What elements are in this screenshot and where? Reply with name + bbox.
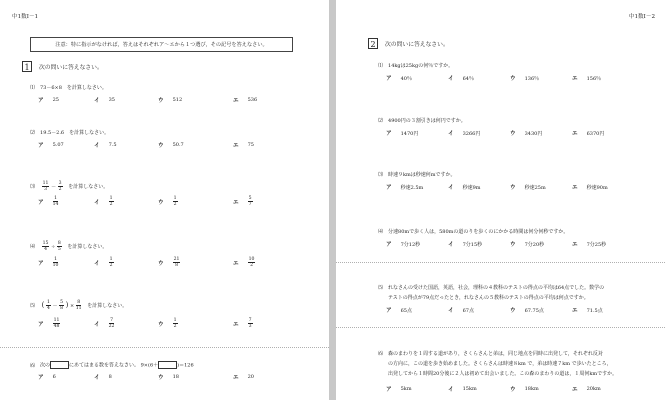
fraction <box>173 196 178 207</box>
fraction <box>53 196 59 207</box>
fraction <box>76 300 82 311</box>
answer-choice <box>233 141 254 149</box>
answer-choice <box>448 183 481 191</box>
choice-key: イ <box>448 387 454 393</box>
question-text: を計算しなさい。 <box>68 184 109 190</box>
text-fragment: 4 <box>44 247 47 252</box>
choice-key: ア <box>386 242 392 248</box>
choice-value: 536 <box>247 97 258 103</box>
choice-key: エ <box>233 260 239 267</box>
choice-value: 秒速90m <box>586 184 608 191</box>
choice-key: ウ <box>510 242 516 248</box>
choice-key: ウ <box>510 131 516 137</box>
choice-key: イ <box>94 143 100 149</box>
choice-value: 75 <box>247 142 254 148</box>
choice-value: 67点 <box>462 307 474 314</box>
fraction <box>109 196 114 207</box>
answer-choice <box>38 141 64 149</box>
answer-choice <box>158 373 179 381</box>
text-fragment: 5 <box>248 196 252 201</box>
fraction <box>109 257 114 268</box>
question-number: ⑵ <box>30 130 36 136</box>
answer-choice <box>158 96 182 104</box>
choice-key: イ <box>94 260 100 267</box>
answer-choice <box>233 373 254 381</box>
question-number: ⑹ <box>30 362 36 369</box>
text-fragment: 22 <box>108 324 115 329</box>
section-header <box>368 38 449 49</box>
answer-choice <box>510 183 546 191</box>
text-fragment: 8 <box>175 263 178 268</box>
text-fragment: 2 <box>58 187 62 192</box>
answer-choice <box>94 373 112 381</box>
answer-choice <box>233 318 253 329</box>
answer-choice <box>448 385 477 393</box>
choice-key: イ <box>94 98 100 104</box>
text-fragment: 1 <box>46 300 50 305</box>
choice-value: 1470円 <box>400 130 419 137</box>
choice-value: 秒速25m <box>524 184 546 191</box>
choice-key: イ <box>448 131 454 137</box>
choice-key: イ <box>448 242 454 248</box>
question-6 <box>30 361 194 369</box>
fraction <box>59 300 64 311</box>
question-text: 14kgは25kgの何％ですか。 <box>388 63 454 69</box>
text-fragment: 3 <box>44 187 47 192</box>
question-6-line2: の方向に，この道を歩き始めました。さくらさんは時速８km で，弟は時速７km で歩いたところ， <box>388 361 612 367</box>
choice-key: ウ <box>158 260 164 267</box>
text-fragment: 14 <box>52 202 59 207</box>
section-number: 2 <box>368 38 378 49</box>
question-text: 19.5－2.6 を計算しなさい。 <box>40 130 110 136</box>
choice-value: 18 <box>172 374 179 380</box>
choice-value: 136％ <box>524 75 540 82</box>
choice-value: 35 <box>108 97 115 103</box>
answer-choice <box>94 196 114 207</box>
answer-choice <box>572 129 604 137</box>
page-label: 中1数Ⅰ－1 <box>12 14 39 20</box>
choice-key: エ <box>233 321 239 328</box>
exam-page-left <box>0 0 329 400</box>
question-text: 73－6×8 を計算しなさい。 <box>40 85 107 91</box>
text-fragment: 11 <box>42 181 49 186</box>
choice-key: エ <box>572 131 578 137</box>
text-fragment: 1 <box>54 196 57 201</box>
text-fragment: 8 <box>60 306 64 311</box>
choice-value: 20km <box>586 386 601 392</box>
choice-value: 7分12秒 <box>400 241 421 248</box>
text-fragment: 7 <box>248 202 252 207</box>
fraction <box>46 300 51 311</box>
choice-value: 5.07 <box>52 142 64 148</box>
section-title: 次の問いに答えなさい。 <box>385 42 449 48</box>
text-fragment: 1 <box>173 196 177 201</box>
answer-choice <box>448 306 474 314</box>
choice-key: エ <box>572 387 578 393</box>
fraction <box>173 318 178 329</box>
answer-choice <box>386 74 412 82</box>
choice-key: ア <box>386 308 392 314</box>
question-text: を計算しなさい。 <box>67 244 108 250</box>
question-text: 次の <box>40 362 51 369</box>
choice-key: ウ <box>158 375 164 381</box>
answer-choice <box>386 240 420 248</box>
answer-choice <box>38 318 60 329</box>
choice-value: 秒速2.5m <box>400 184 424 191</box>
question-number: ⑶ <box>30 184 36 190</box>
fraction <box>248 196 253 207</box>
choice-value: 64％ <box>462 75 474 82</box>
choice-value: 7分20秒 <box>524 241 545 248</box>
choice-key: イ <box>94 199 100 206</box>
choice-value: 7分15秒 <box>462 241 483 248</box>
fraction <box>53 257 59 268</box>
answer-choice <box>572 385 601 393</box>
question-4 <box>30 241 107 252</box>
separator-line <box>336 262 665 263</box>
question-1 <box>30 84 107 91</box>
paren: ) <box>65 301 69 309</box>
question-4 <box>378 228 568 235</box>
choice-value: 3430円 <box>524 130 543 137</box>
choice-key: イ <box>448 76 454 82</box>
choice-value: 秒速9m <box>462 184 481 191</box>
question-number: ⑴ <box>378 63 384 69</box>
choice-key: エ <box>572 185 578 191</box>
choice-key: ウ <box>158 199 164 206</box>
answer-choice <box>510 129 542 137</box>
question-5 <box>30 300 127 311</box>
separator-line <box>336 327 665 328</box>
question-number: ⑸ <box>378 285 384 291</box>
question-text: )＝126 <box>177 362 194 369</box>
text-fragment: 2 <box>109 202 113 207</box>
question-text: 森のまわりを１周する道があり，さくらさんと弟は，同じ地点を同時に出発して，それぞれ反対 <box>388 351 603 357</box>
choice-key: イ <box>94 375 100 381</box>
section-number: 1 <box>22 61 32 72</box>
instructions-box: 注意：特に指示がなければ，答えはそれぞれア～エから１つ選び，その記号を答えなさい。 <box>30 37 293 52</box>
question-number: ⑸ <box>30 303 36 309</box>
choice-key: ウ <box>158 143 164 149</box>
answer-choice <box>158 196 178 207</box>
fraction <box>42 181 50 192</box>
text-fragment: 10 <box>248 257 255 262</box>
text-fragment: 4 <box>46 306 50 311</box>
choice-value: 15km <box>462 386 477 392</box>
choice-key: ウ <box>510 76 516 82</box>
operator: － <box>52 303 58 309</box>
choice-key: ウ <box>510 387 516 393</box>
text-fragment: 21 <box>173 257 180 262</box>
text-fragment: 2 <box>173 324 177 329</box>
answer-choice <box>386 129 418 137</box>
choice-key: ア <box>38 375 44 381</box>
choice-value: 25 <box>52 97 59 103</box>
choice-value: 6 <box>52 374 56 380</box>
choice-value: 67.75点 <box>524 307 544 314</box>
choice-key: ア <box>386 76 392 82</box>
answer-choice <box>510 74 539 82</box>
choice-key: ウ <box>158 321 164 328</box>
question-3 <box>30 181 108 192</box>
text-fragment: 7 <box>110 318 113 323</box>
text-fragment: 10 <box>52 263 59 268</box>
question-1 <box>378 62 453 69</box>
question-3 <box>378 171 456 178</box>
question-5-line2: テストの得点が79点だったとき，れなさんの５教科のテストの得点の平均は何点ですか。 <box>388 295 589 301</box>
text-fragment: 48 <box>53 324 60 329</box>
answer-choice <box>94 96 115 104</box>
text-fragment: 1 <box>173 318 177 323</box>
page-label: 中1数Ⅰ－2 <box>628 14 655 20</box>
answer-choice <box>233 196 253 207</box>
fraction <box>248 257 256 268</box>
answer-choice <box>158 318 178 329</box>
operator: － <box>51 184 57 190</box>
choice-value: 5km <box>400 386 412 392</box>
question-6 <box>378 350 603 357</box>
answer-choice <box>38 96 59 104</box>
answer-choice <box>448 240 482 248</box>
choice-key: ア <box>386 185 392 191</box>
answer-choice <box>94 257 114 268</box>
fraction <box>53 318 61 329</box>
question-5 <box>378 284 604 291</box>
choice-key: エ <box>233 375 239 381</box>
choice-key: ア <box>386 387 392 393</box>
text-fragment: 7 <box>248 318 252 323</box>
question-number: ⑵ <box>378 118 384 124</box>
text-fragment: 1 <box>109 196 113 201</box>
answer-choice <box>448 74 474 82</box>
answer-choice <box>386 385 412 393</box>
text-fragment: 5 <box>60 300 64 305</box>
answer-blank <box>158 361 177 369</box>
fraction <box>58 181 63 192</box>
answer-choice <box>38 257 58 268</box>
text-fragment: 2 <box>173 202 177 207</box>
question-text: 時速９kmは秒速何mですか。 <box>388 172 456 178</box>
operator: × <box>69 303 75 309</box>
choice-key: ア <box>386 131 392 137</box>
choice-key: エ <box>572 76 578 82</box>
text-fragment: 11 <box>75 306 82 311</box>
question-6-line3: 出発してから１時間20分後に２人は初めて出会いました。この森のまわりの道は，１周何kmですか。 <box>388 371 618 377</box>
answer-choice <box>94 318 114 329</box>
choice-key: イ <box>94 321 100 328</box>
answer-choice <box>572 74 601 82</box>
choice-value: 512 <box>172 97 183 103</box>
choice-key: ア <box>38 260 44 267</box>
text-fragment: 2 <box>250 263 253 268</box>
text-fragment: 5 <box>57 247 61 252</box>
fraction <box>173 257 181 268</box>
choice-key: ア <box>38 199 44 206</box>
choice-key: エ <box>572 242 578 248</box>
text-fragment: 1 <box>109 257 113 262</box>
question-2 <box>378 117 466 124</box>
choice-value: 18km <box>524 386 539 392</box>
answer-blank <box>50 361 69 369</box>
fraction <box>109 318 115 329</box>
choice-key: ウ <box>510 308 516 314</box>
answer-choice <box>572 240 606 248</box>
answer-choice <box>572 183 608 191</box>
choice-value: 20 <box>247 374 254 380</box>
answer-choice <box>158 257 180 268</box>
question-number: ⑴ <box>30 85 36 91</box>
exam-page-right <box>336 0 665 400</box>
choice-value: 7分25秒 <box>586 241 607 248</box>
answer-choice <box>94 141 117 149</box>
choice-value: 156％ <box>586 75 602 82</box>
text-fragment: 3 <box>248 324 252 329</box>
choice-key: ア <box>38 98 44 104</box>
question-text: にあてはまる数を答えなさい。 9×(6＋ <box>69 362 159 369</box>
question-number: ⑹ <box>378 351 384 357</box>
paren: ( <box>41 301 45 309</box>
question-text: を計算しなさい。 <box>87 303 128 309</box>
question-text: れなさんの受けた国語，英語，社会，理科の４教科のテストの得点の平均は64点でした。数学の <box>388 285 605 291</box>
answer-choice <box>38 196 58 207</box>
choice-key: ア <box>38 321 44 328</box>
answer-choice <box>510 306 544 314</box>
question-text: 4900円の３割引きは何円ですか。 <box>388 118 466 124</box>
choice-key: エ <box>233 143 239 149</box>
choice-key: ウ <box>158 98 164 104</box>
answer-choice <box>510 240 544 248</box>
choice-key: エ <box>233 98 239 104</box>
separator-line <box>0 347 329 348</box>
choice-value: 40％ <box>400 75 412 82</box>
choice-key: ア <box>38 143 44 149</box>
text-fragment: 8 <box>57 241 61 246</box>
section-header <box>22 61 103 72</box>
text-fragment: 8 <box>77 300 81 305</box>
fraction <box>248 318 253 329</box>
choice-value: 65点 <box>400 307 412 314</box>
choice-value: 71.5点 <box>586 307 603 314</box>
text-fragment: 15 <box>42 241 49 246</box>
answer-choice <box>38 373 56 381</box>
answer-choice <box>386 306 412 314</box>
fraction <box>42 241 50 252</box>
answer-choice <box>386 183 423 191</box>
choice-value: 6370円 <box>586 130 605 137</box>
fraction <box>57 241 62 252</box>
choice-key: イ <box>448 185 454 191</box>
choice-value: 7.5 <box>108 142 117 148</box>
question-text: 分速80mで歩く人は，580mの道のりを歩くのにかかる時間は何分何秒ですか。 <box>388 229 569 235</box>
choice-key: エ <box>572 308 578 314</box>
choice-key: ウ <box>510 185 516 191</box>
question-number: ⑶ <box>378 172 384 178</box>
answer-choice <box>448 129 480 137</box>
question-2 <box>30 129 109 136</box>
answer-choice <box>158 141 184 149</box>
choice-key: イ <box>448 308 454 314</box>
question-number: ⑷ <box>30 244 36 250</box>
question-number: ⑷ <box>378 229 384 235</box>
choice-value: 3266円 <box>462 130 481 137</box>
text-fragment: 2 <box>109 263 113 268</box>
text-fragment: 11 <box>53 318 60 323</box>
answer-choice <box>510 385 539 393</box>
answer-choice <box>572 306 603 314</box>
section-title: 次の問いに答えなさい。 <box>39 65 103 71</box>
operator: ÷ <box>51 244 56 250</box>
choice-key: エ <box>233 199 239 206</box>
choice-value: 50.7 <box>172 142 184 148</box>
text-fragment: 1 <box>54 257 57 262</box>
answer-choice <box>233 96 257 104</box>
answer-choice <box>233 257 255 268</box>
choice-value: 8 <box>108 374 112 380</box>
text-fragment: 3 <box>58 181 62 186</box>
